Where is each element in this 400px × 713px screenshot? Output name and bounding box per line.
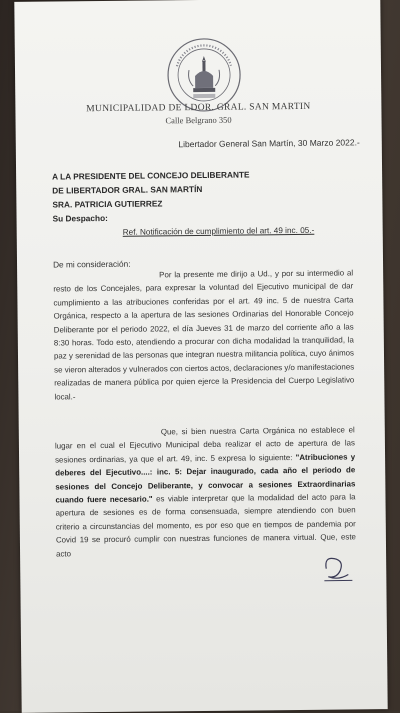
date-line: Libertador General San Martín, 30 Marzo 2022.- xyxy=(178,137,360,150)
paragraph-2-end: es viable interpretar que la modalidad del acto para la apertura de sesiones es de forma consensuada, siempre atendiendo con buen criterio a circunstancias del momento, es por eso que en tiempos de pandemia por Covid 19 se procuró cumplir con nuestras funciones de manera virtual. Que, este acto xyxy=(55,492,356,559)
addressee-line-1: A LA PRESIDENTE DEL CONCEJO DELIBERANTE xyxy=(52,169,250,182)
paragraph-1-text: Por la presente me dirijo a Ud., y por su intermedio al resto de los Concejales, para expresar la voluntad del Ejecutivo municipal de dar cumplimiento a las atribuciones conferidas por el art. 49 inc. 5 de nuestra Carta Orgánica, respecto a la apertura de las sesiones Ordinarias del Honorable Concejo Deliberante por el periodo 2022, el día Jueves 31 de marzo del corriente año a las 8:30 horas. Todo esto, atendiendo a procurar con dicha modalidad la tranquilidad, la paz y serenidad de las personas que integran nuestra militancia política, cuyo ánimos se vieron alterados y vulnerados con ciertos actos, declaraciones y/o manifestaciones realizadas de manera pública por quien ejerce la Presidencia del Cuerpo Legislativo local.- xyxy=(53,268,355,402)
greeting: De mi consideración: xyxy=(52,258,131,270)
addressee-line-2: DE LIBERTADOR GRAL. SAN MARTÍN xyxy=(52,183,203,196)
reference-line: Ref. Notificación de cumplimiento del art. 49 inc. 05.- xyxy=(122,225,315,237)
street-address: Calle Belgrano 350 xyxy=(165,114,232,126)
handwritten-initial-mark xyxy=(318,546,358,586)
paragraph-2-quote: "Atribuciones y deberes del Ejecutivo....: inc. 5: Dejar inaugurado, cada año el periodo de sesiones del Concejo Deliberante, y convocar a sesiones Extraordinarias cuando fuere necesario." xyxy=(55,452,356,505)
paragraph-2 xyxy=(55,423,356,560)
letter-page xyxy=(14,0,387,713)
paragraph-1 xyxy=(53,266,354,403)
indent xyxy=(53,277,159,278)
addressee-despacho: Su Despacho: xyxy=(52,212,108,224)
indent xyxy=(55,434,161,435)
paragraph-2-start: Que, si bien nuestra Carta Orgánica no establece el lugar en el cual el Ejecutivo Municipal deba realizar el acto de apertura de las sesiones ordinarias, ya que el art. 49, inc. 5 expresa lo siguiente: xyxy=(54,425,355,465)
municipality-name: MUNICIPALIDAD DE LDOR. GRAL. SAN MARTIN xyxy=(86,101,311,115)
addressee-name: SRA. PATRICIA GUTIERREZ xyxy=(52,198,163,210)
